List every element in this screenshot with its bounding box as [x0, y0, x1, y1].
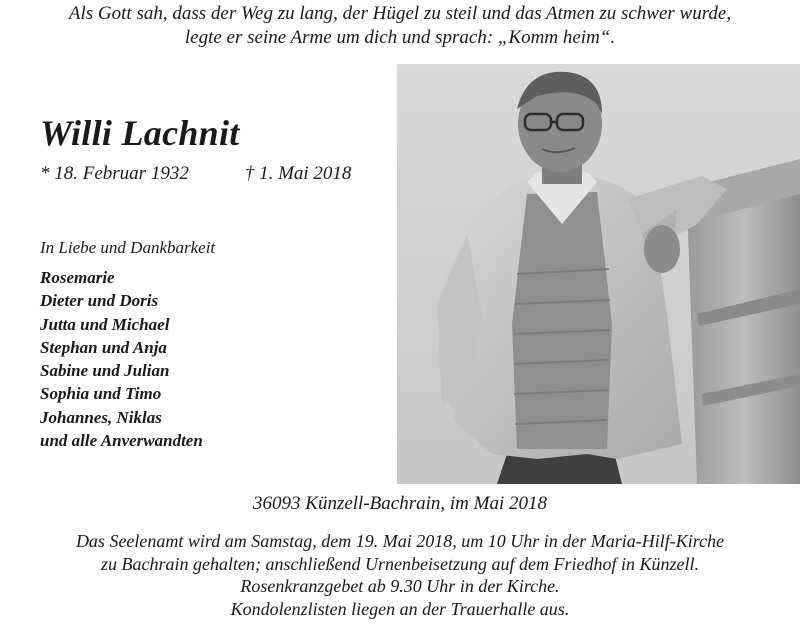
service-line-1: Das Seelenamt wird am Samstag, dem 19. Mai 2018, um 10 Uhr in der Maria-Hilf-Kirche — [75, 531, 725, 551]
gratitude-line: In Liebe und Dankbarkeit — [40, 238, 216, 257]
mourner-name: und alle Anverwandten — [40, 431, 203, 451]
portrait-photo — [397, 64, 800, 484]
mourners-list — [40, 266, 203, 452]
service-line-4: Kondolenzlisten liegen an der Trauerhalle aus. — [230, 598, 570, 619]
portrait-photo-illustration — [397, 64, 800, 484]
mourner-name: Sophia und Timo — [40, 384, 162, 404]
mourner-name: Jutta und Michael — [40, 314, 170, 334]
mourner-name: Sabine und Julian — [40, 361, 170, 381]
quote-line-2: legte er seine Arme um dich und sprach: „Komm heim“. — [184, 27, 616, 48]
mourner-name: Dieter und Doris — [40, 291, 159, 311]
mourner-name: Rosemarie — [40, 268, 115, 287]
service-info — [0, 530, 800, 620]
place-and-date: 36093 Künzell-Bachrain, im Mai 2018 — [253, 493, 547, 514]
death-date: † 1. Mai 2018 — [244, 163, 352, 184]
quote-line-1: Als Gott sah, dass der Weg zu lang, der Hügel zu steil und das Atmen zu schwer wurde, — [68, 3, 732, 24]
deceased-name: Willi Lachnit — [40, 113, 240, 153]
service-line-3: Rosenkranzgebet ab 9.30 Uhr in der Kirche. — [240, 576, 560, 596]
mourner-name: Johannes, Niklas — [40, 407, 162, 427]
service-line-2: zu Bachrain gehalten; anschließend Urnenbeisetzung auf dem Friedhof in Künzell. — [101, 553, 699, 574]
life-dates — [40, 163, 351, 185]
opening-quote — [0, 2, 800, 50]
birth-date: * 18. Februar 1932 — [40, 163, 189, 184]
mourner-name: Stephan und Anja — [40, 337, 167, 357]
